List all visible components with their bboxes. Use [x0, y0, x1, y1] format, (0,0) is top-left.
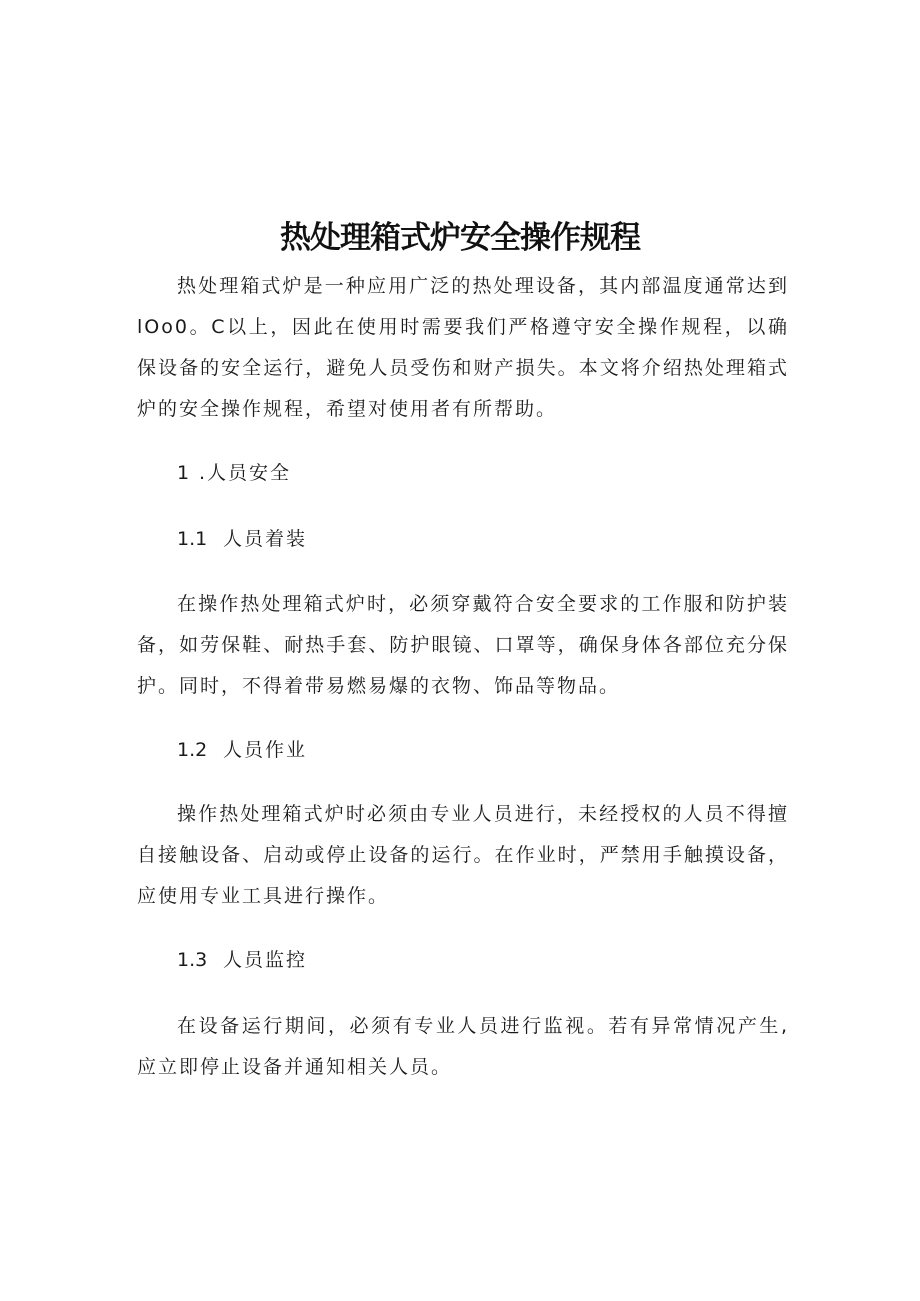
- section-number: 1: [177, 462, 190, 484]
- subsection-heading-operation: [177, 735, 307, 765]
- intro-paragraph: 热处理箱式炉是一种应用广泛的热处理设备，其内部温度通常达到lOo0。C以上，因此在使用时需要我们严格遵守安全操作规程，以确保设备的安全运行，避免人员受伤和财产损失。本文将介绍热处理箱式炉的安全操作规程，希望对使用者有所帮助。: [137, 275, 789, 420]
- subsection-number: 1.3: [177, 949, 208, 971]
- section-heading-personnel-safety: [177, 458, 291, 488]
- document-title: 热处理箱式炉安全操作规程: [280, 220, 640, 256]
- operation-paragraph: 操作热处理箱式炉时必须由专业人员进行，未经授权的人员不得擅自接触设备、启动或停止设备的运行。在作业时，严禁用手触摸设备，应使用专业工具进行操作。: [137, 803, 789, 907]
- subsection-number: 1.2: [177, 739, 208, 761]
- monitoring-paragraph: 在设备运行期间，必须有专业人员进行监视。若有异常情况产生,应立即停止设备并通知相关人员。: [137, 1015, 789, 1078]
- subsection-heading-monitoring: [177, 945, 307, 975]
- subsection-number: 1.1: [177, 528, 208, 550]
- subsection-title: 人员作业: [223, 739, 308, 761]
- subsection-heading-attire: [177, 524, 307, 554]
- subsection-title: 人员着装: [223, 528, 308, 550]
- attire-paragraph: 在操作热处理箱式炉时，必须穿戴符合安全要求的工作服和防护装备，如劳保鞋、耐热手套、防护眼镜、口罩等，确保身体各部位充分保护。同时，不得着带易燃易爆的衣物、饰品等物品。: [137, 593, 789, 697]
- section-title: .人员安全: [199, 462, 292, 484]
- subsection-title: 人员监控: [223, 949, 308, 971]
